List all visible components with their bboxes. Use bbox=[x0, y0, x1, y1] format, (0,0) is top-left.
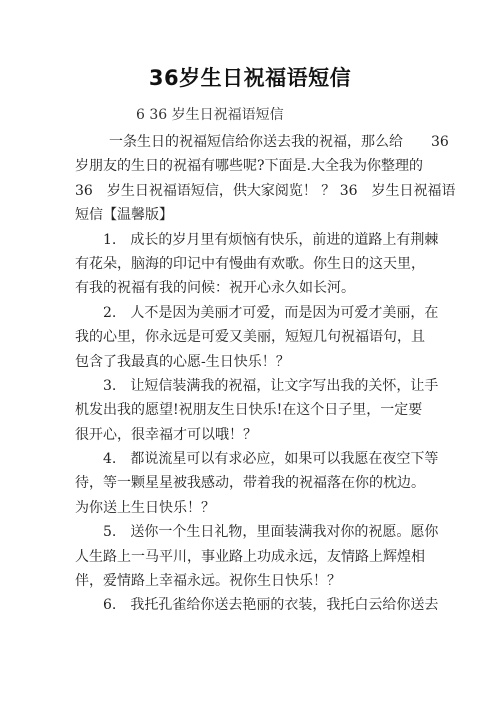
body-line: 我的心里，你永远是可爱又美丽，短短几句祝福语句，且 bbox=[75, 329, 425, 346]
list-item-6-line: 6. 我托孔雀给你送去艳丽的衣装，我托白云给你送去 bbox=[103, 597, 439, 614]
body-line: 短信【温馨版】 bbox=[75, 207, 173, 224]
body-line: 机发出我的愿望!祝朋友生日快乐!在这个日子里，一定要 bbox=[75, 402, 423, 419]
list-item-2-line: 2. 人不是因为美丽才可爱，而是因为可爱才美丽，在 bbox=[103, 304, 439, 321]
body-line: 待，等一颗星星被我感动，带着我的祝福落在你的枕边。 bbox=[75, 475, 425, 492]
body-line: 很开心，很幸福才可以哦！？ bbox=[75, 426, 257, 443]
body-line: 人生路上一马平川，事业路上功成永远，友情路上辉煌相 bbox=[75, 548, 425, 565]
body-line: 一条生日的祝福短信给你送去我的祝福，那么给 36 bbox=[109, 134, 449, 150]
body-line: 有花朵，脑海的印记中有慢曲有欢歌。你生日的这天里， bbox=[75, 255, 425, 272]
body-line: 为你送上生日快乐！？ bbox=[75, 499, 215, 516]
body-line: 36 岁生日祝福语短信，供大家阅览！ ？ 36 岁生日祝福语 bbox=[75, 182, 456, 199]
body-line: 包含了我最真的心愿-生日快乐！？ bbox=[75, 353, 290, 370]
body-line: 有我的祝福有我的问候：祝开心永久如长河。 bbox=[75, 280, 355, 297]
page-subtitle: 6 36 岁生日祝福语短信 bbox=[136, 107, 284, 123]
document-body bbox=[75, 130, 456, 618]
list-item-5-line: 5. 送你一个生日礼物，里面装满我对你的祝愿。愿你 bbox=[103, 524, 439, 541]
list-item-4-line: 4. 都说流星可以有求必应，如果可以我愿在夜空下等 bbox=[103, 451, 439, 468]
page-title: 36岁生日祝福语短信 bbox=[148, 66, 352, 90]
list-item-1-line: 1. 成长的岁月里有烦恼有快乐，前进的道路上有荆棘 bbox=[103, 231, 439, 248]
list-item-3-line: 3. 让短信装满我的祝福，让文字写出我的关怀，让手 bbox=[103, 377, 439, 394]
body-line: 岁朋友的生日的祝福有哪些呢?下面是.大全我为你整理的 bbox=[75, 158, 423, 175]
body-line: 伴，爱情路上幸福永远。祝你生日快乐！？ bbox=[75, 573, 341, 590]
